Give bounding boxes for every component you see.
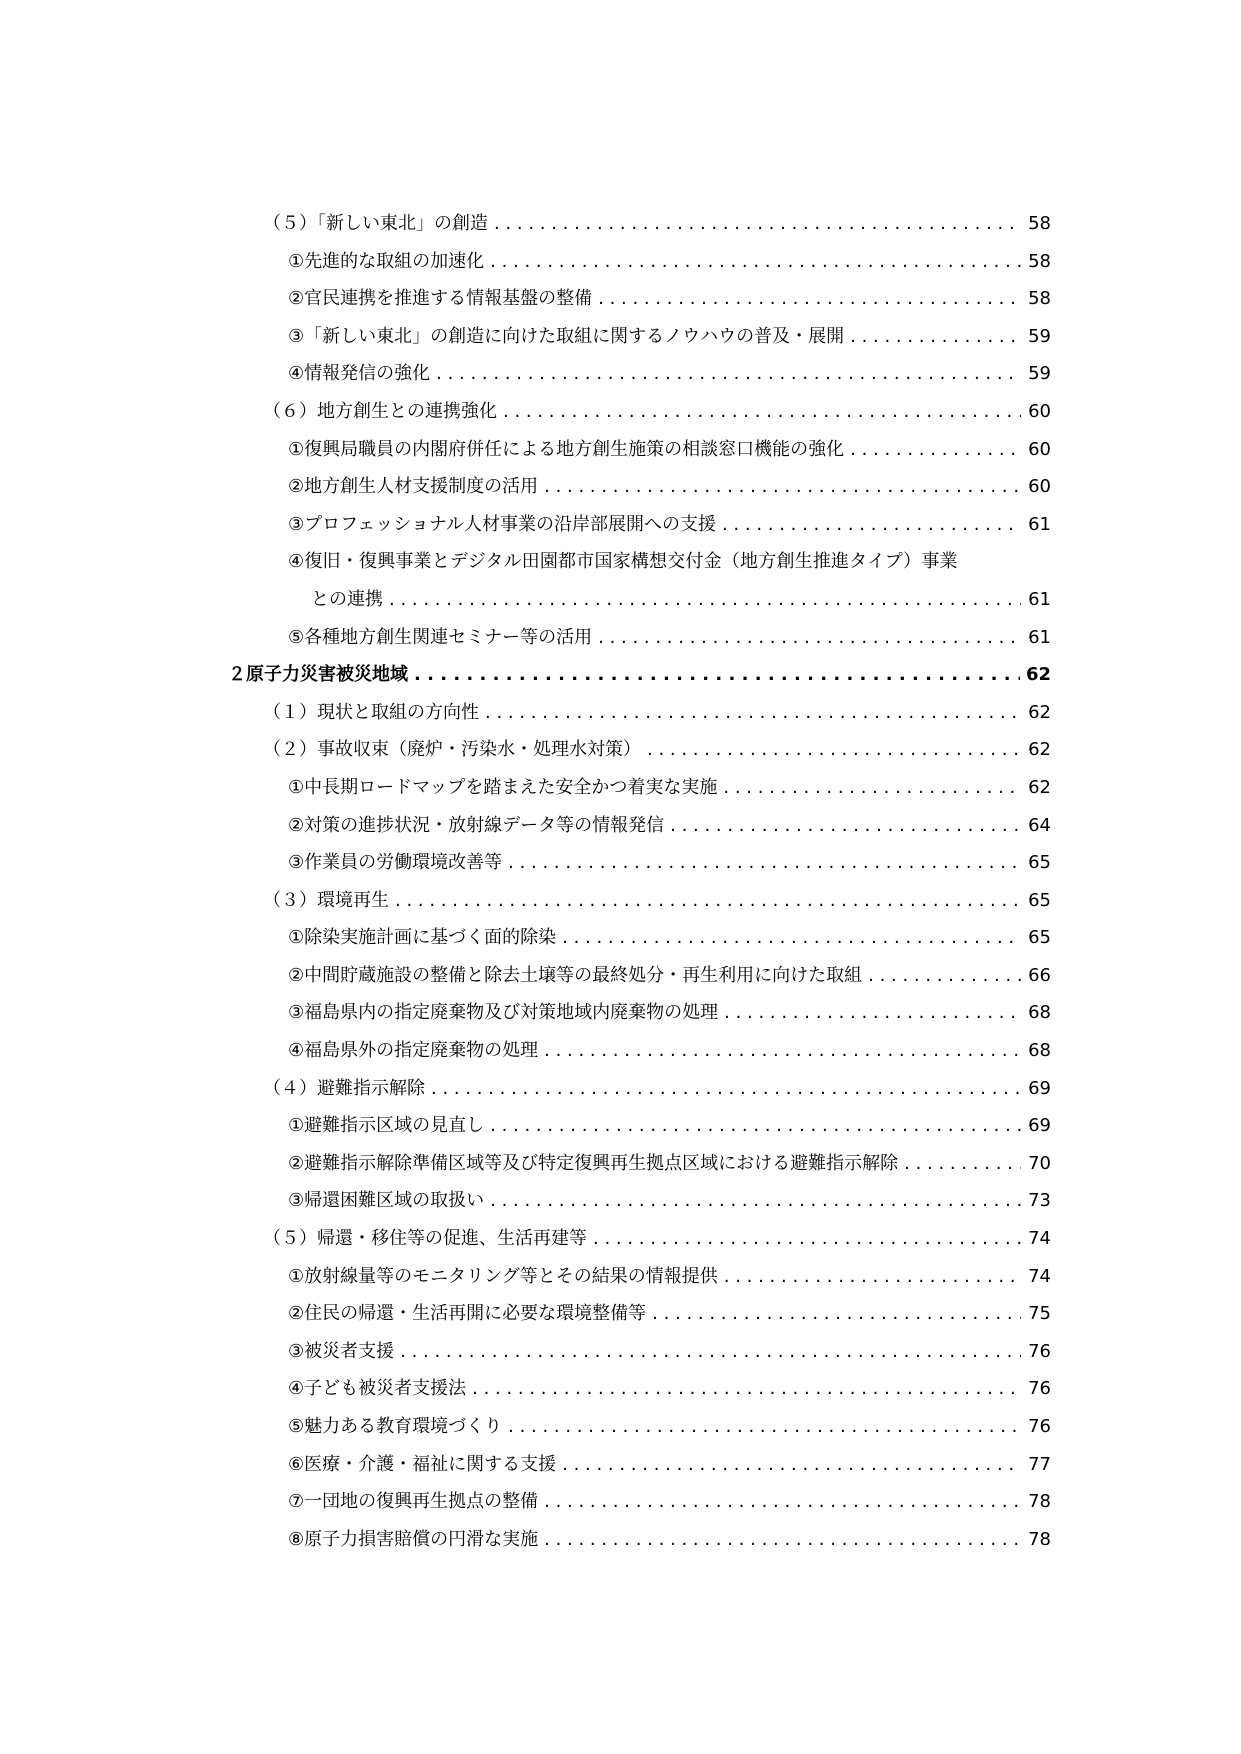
dot-leader	[395, 882, 1021, 920]
dot-leader	[490, 243, 1021, 281]
toc-entry-title: ④情報発信の強化	[288, 363, 431, 385]
dot-leader	[598, 619, 1021, 657]
toc-entry-page-number: 65	[1028, 927, 1051, 949]
toc-entry[interactable]	[288, 994, 1051, 1032]
toc-entry-title: ③プロフェッショナル人材事業の沿岸部展開への支援	[288, 513, 716, 535]
dot-leader	[508, 1408, 1021, 1446]
toc-entry-title: （５）「新しい東北」の創造	[263, 213, 488, 234]
toc-entry[interactable]	[228, 656, 1051, 694]
dot-leader	[503, 393, 1021, 431]
toc-entry[interactable]	[263, 1070, 1051, 1108]
dot-leader	[490, 1182, 1021, 1220]
toc-entry-title: ③帰還困難区域の取扱い	[288, 1190, 485, 1212]
toc-entry[interactable]	[288, 243, 1051, 281]
toc-entry-title: ③福島県内の指定廃棄物及び対策地域内廃棄物の処理	[288, 1002, 719, 1024]
toc-entry-title: ①復興局職員の内閣府併任による地方創生施策の相談窓口機能の強化	[288, 438, 845, 460]
toc-entry-title: ①除染実施計画に基づく面的除染	[288, 927, 557, 949]
toc-entry-title: （６）地方創生との連携強化	[263, 400, 497, 422]
dot-leader	[904, 1145, 1021, 1183]
toc-entry-page-number: 76	[1028, 1378, 1051, 1400]
toc-entry-title: ④子ども被災者支援法	[288, 1378, 467, 1400]
dot-leader	[508, 844, 1021, 882]
dot-leader	[722, 506, 1021, 544]
toc-entry[interactable]	[288, 468, 1051, 506]
dot-leader	[850, 431, 1021, 469]
toc-entry-page-number: 76	[1028, 1416, 1051, 1437]
dot-leader	[850, 318, 1021, 356]
toc-entry-page-number: 61	[1028, 513, 1051, 535]
toc-entry-page-number: 65	[1028, 852, 1051, 874]
dot-leader	[431, 1070, 1021, 1108]
toc-entry-title: ⑥医療・介護・福祉に関する支援	[288, 1453, 557, 1475]
toc-entry-title: ②住民の帰還・生活再開に必要な環境整備等	[288, 1303, 647, 1325]
toc-entry-title-continuation: との連携	[311, 588, 383, 610]
dot-leader	[544, 1521, 1021, 1559]
dot-leader	[472, 1370, 1021, 1408]
toc-entry-page-number: 77	[1028, 1453, 1051, 1475]
toc-entry[interactable]	[288, 1483, 1051, 1521]
toc-entry-page-number: 78	[1028, 1491, 1051, 1513]
toc-entry-page-number: 73	[1028, 1190, 1051, 1212]
toc-entry-page-number: 62	[1028, 701, 1051, 723]
dot-leader	[544, 1032, 1021, 1070]
toc-entry[interactable]	[288, 1446, 1051, 1484]
toc-entry-page-number: 59	[1028, 325, 1051, 347]
table-of-contents	[0, 205, 1241, 1558]
toc-entry[interactable]	[288, 807, 1051, 845]
toc-entry-page-number: 70	[1028, 1152, 1051, 1174]
toc-entry-page-number: 60	[1028, 438, 1051, 460]
toc-entry[interactable]	[288, 1182, 1051, 1220]
toc-entry-page-number: 64	[1028, 814, 1051, 836]
toc-entry[interactable]	[288, 1295, 1051, 1333]
toc-entry[interactable]	[263, 393, 1051, 431]
dot-leader	[562, 919, 1021, 957]
toc-entry-page-number: 75	[1028, 1303, 1051, 1325]
toc-entry-page-number: 61	[1028, 588, 1051, 610]
toc-entry-page-number: 68	[1028, 1002, 1051, 1024]
toc-entry-title: ①放射線量等のモニタリング等とその結果の情報提供	[288, 1265, 718, 1287]
toc-entry-page-number: 60	[1028, 476, 1051, 498]
dot-leader	[544, 468, 1021, 506]
toc-entry[interactable]	[288, 431, 1051, 469]
dot-leader	[494, 205, 1021, 243]
toc-entry-page-number: 62	[1028, 739, 1051, 761]
toc-entry-title: （４）避難指示解除	[263, 1077, 425, 1099]
toc-entry-number: ２	[228, 664, 246, 686]
toc-entry-page-number: 58	[1028, 213, 1051, 234]
toc-entry-page-number: 69	[1028, 1077, 1051, 1099]
dot-leader	[647, 731, 1021, 769]
toc-entry-page-number: 58	[1028, 250, 1051, 272]
toc-entry[interactable]	[263, 882, 1051, 920]
dot-leader	[544, 1483, 1021, 1521]
toc-entry-title: ①中長期ロードマップを踏まえた安全かつ着実な実施	[288, 776, 718, 798]
toc-entry[interactable]	[288, 1145, 1051, 1183]
toc-entry-title: ②官民連携を推進する情報基盤の整備	[288, 288, 593, 310]
toc-entry[interactable]	[288, 957, 1051, 995]
toc-entry-page-number: 62	[1025, 664, 1051, 686]
toc-entry-title: ⑤魅力ある教育環境づくり	[288, 1416, 503, 1437]
toc-entry-page-number: 69	[1028, 1115, 1051, 1137]
toc-entry-page-number: 65	[1028, 889, 1051, 911]
toc-entry-title: ⑦一団地の復興再生拠点の整備	[288, 1491, 539, 1513]
toc-entry[interactable]	[263, 1220, 1051, 1258]
toc-entry[interactable]	[288, 543, 1051, 618]
dot-leader	[724, 1258, 1021, 1296]
toc-entry[interactable]	[288, 1333, 1051, 1371]
toc-entry-page-number: 76	[1028, 1340, 1051, 1362]
toc-entry-title: ③「新しい東北」の創造に向けた取組に関するノウハウの普及・展開	[288, 325, 845, 347]
dot-leader	[490, 1107, 1021, 1145]
toc-entry-page-number: 62	[1028, 776, 1051, 798]
toc-entry-title: ⑧原子力損害賠償の円滑な実施	[288, 1528, 539, 1550]
toc-entry[interactable]	[288, 1521, 1051, 1559]
toc-entry-page-number: 59	[1028, 363, 1051, 385]
toc-entry-page-number: 60	[1028, 400, 1051, 422]
dot-leader	[414, 656, 1020, 694]
toc-entry-title: （１）現状と取組の方向性	[263, 701, 479, 723]
dot-leader	[670, 807, 1021, 845]
toc-entry-page-number: 58	[1028, 288, 1051, 310]
toc-entry-title: （２）事故収束（廃炉・汚染水・処理水対策）	[263, 739, 641, 761]
toc-entry-page-number: 78	[1028, 1528, 1051, 1550]
toc-entry[interactable]	[288, 769, 1051, 807]
toc-entry[interactable]	[288, 919, 1051, 957]
toc-entry-title: ①先進的な取組の加速化	[288, 250, 485, 272]
toc-entry-page-number: 66	[1028, 964, 1051, 986]
dot-leader	[868, 957, 1021, 995]
toc-entry[interactable]	[288, 844, 1051, 882]
dot-leader	[562, 1446, 1021, 1484]
toc-entry-title: ④復旧・復興事業とデジタル田園都市国家構想交付金（地方創生推進タイプ）事業	[288, 551, 958, 573]
toc-entry-page-number: 74	[1028, 1265, 1051, 1287]
toc-entry[interactable]	[288, 318, 1051, 356]
toc-entry-title: （３）環境再生	[263, 889, 389, 911]
dot-leader	[723, 769, 1021, 807]
toc-entry-title: ④福島県外の指定廃棄物の処理	[288, 1040, 539, 1062]
dot-leader	[436, 355, 1021, 393]
dot-leader	[652, 1295, 1021, 1333]
toc-entry-page-number: 61	[1028, 626, 1051, 648]
toc-entry-title: （５）帰還・移住等の促進、生活再建等	[263, 1228, 587, 1250]
toc-entry[interactable]	[288, 506, 1051, 544]
toc-entry[interactable]	[288, 1107, 1051, 1145]
toc-entry[interactable]	[288, 355, 1051, 393]
toc-entry[interactable]	[288, 280, 1051, 318]
toc-entry[interactable]	[288, 1408, 1051, 1446]
toc-entry-title: 原子力災害被災地域	[246, 664, 408, 686]
toc-entry-title: ⑤各種地方創生関連セミナー等の活用	[288, 626, 593, 648]
toc-entry[interactable]	[288, 1370, 1051, 1408]
toc-entry[interactable]	[263, 694, 1051, 732]
dot-leader	[724, 994, 1021, 1032]
dot-leader	[593, 1220, 1021, 1258]
toc-entry[interactable]	[288, 1258, 1051, 1296]
toc-entry[interactable]	[263, 205, 1051, 243]
toc-entry-title: ③被災者支援	[288, 1340, 395, 1362]
toc-entry-page-number: 74	[1028, 1228, 1051, 1250]
dot-leader	[400, 1333, 1021, 1371]
toc-entry-title: ②地方創生人材支援制度の活用	[288, 476, 539, 498]
dot-leader	[598, 280, 1021, 318]
toc-entry-title: ②避難指示解除準備区域等及び特定復興再生拠点区域における避難指示解除	[288, 1152, 899, 1174]
toc-entry-title: ③作業員の労働環境改善等	[288, 852, 503, 874]
toc-entry-title: ①避難指示区域の見直し	[288, 1115, 485, 1137]
toc-entry-title: ②中間貯蔵施設の整備と除去土壌等の最終処分・再生利用に向けた取組	[288, 964, 863, 986]
toc-entry[interactable]	[263, 731, 1051, 769]
toc-entry[interactable]	[288, 1032, 1051, 1070]
dot-leader	[389, 581, 1021, 619]
toc-entry[interactable]	[288, 619, 1051, 657]
toc-entry-title: ②対策の進捗状況・放射線データ等の情報発信	[288, 814, 665, 836]
toc-entry-page-number: 68	[1028, 1040, 1051, 1062]
dot-leader	[485, 694, 1021, 732]
